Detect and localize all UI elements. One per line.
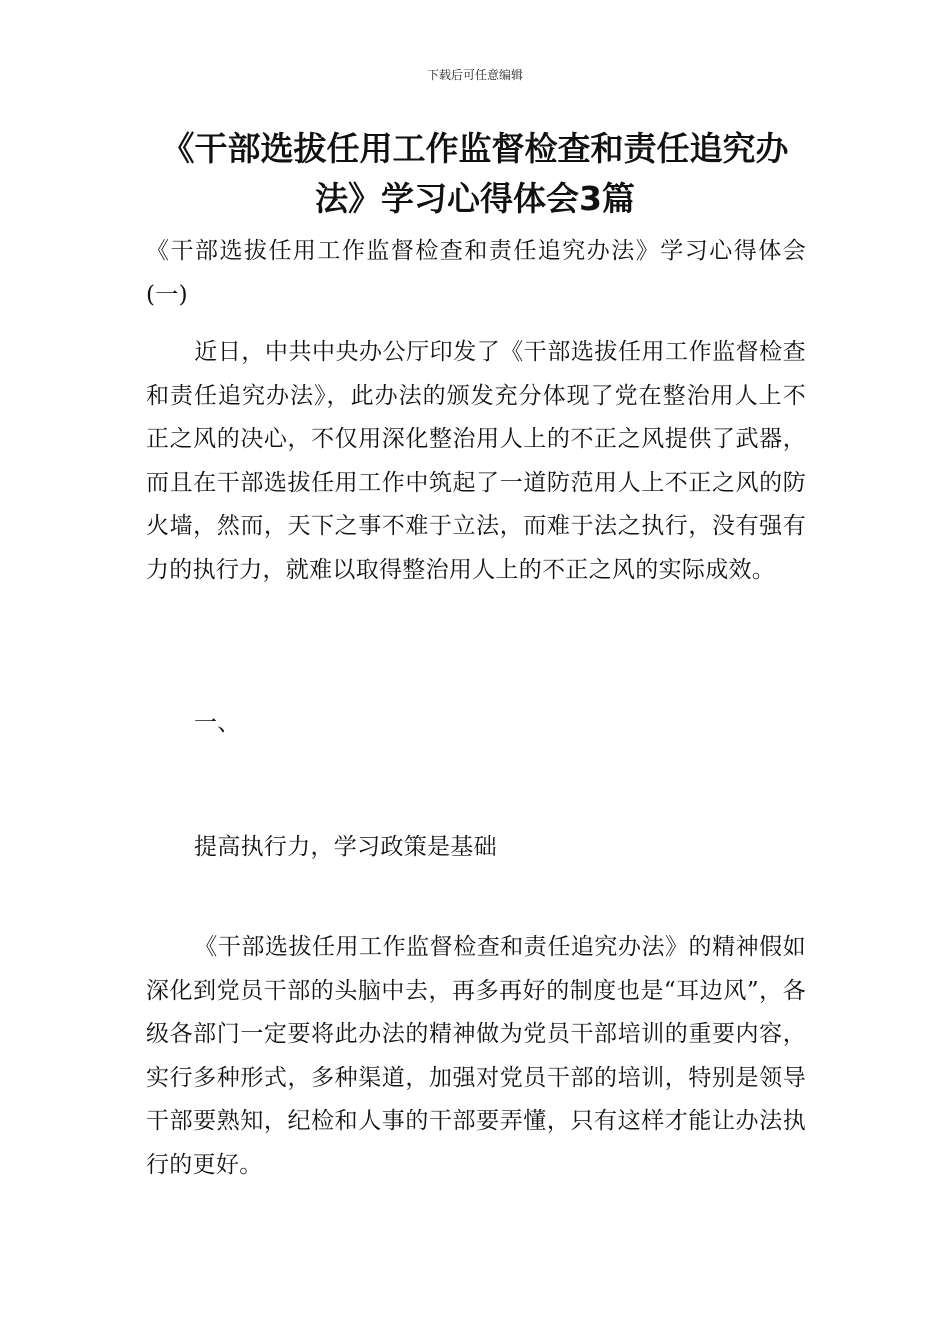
paragraph-intro: 近日，中共中央办公厅印发了《干部选拔任用工作监督检查和责任追究办法》，此办法的颁发充分体现了党在整治用人上不正之风的决心，不仅用深化整治用人上的不正之风提供了武器，而且在干部选拔任用工作中筑起了一道防范用人上不正之风的防火墙，然而，天下之事不难于立法，而难于法之执行，没有强有力的执行力，就难以取得整治用人上的不正之风的实际成效。 [146, 339, 806, 583]
section-number: 一、 [194, 710, 241, 736]
section-heading: 提高执行力，学习政策是基础 [194, 834, 497, 860]
document-title: 《干部选拔任用工作监督检查和责任追究办法》学习心得体会3篇 [161, 129, 789, 218]
paragraph-study-policy: 《干部选拔任用工作监督检查和责任追究办法》的精神假如深化到党员干部的头脑中去，再多再好的制度也是“耳边风”，各级各部门一定要将此办法的精神做为党员干部培训的重要内容，实行多种形式，多种渠道，加强对党员干部的培训，特别是领导干部要熟知，纪检和人事的干部要弄懂，只有这样才能让办法执行的更好。 [146, 934, 806, 1178]
article-subtitle: 《干部选拔任用工作监督检查和责任追究办法》学习心得体会(一) [146, 238, 806, 308]
header-note: 下载后可任意编辑 [426, 68, 523, 82]
